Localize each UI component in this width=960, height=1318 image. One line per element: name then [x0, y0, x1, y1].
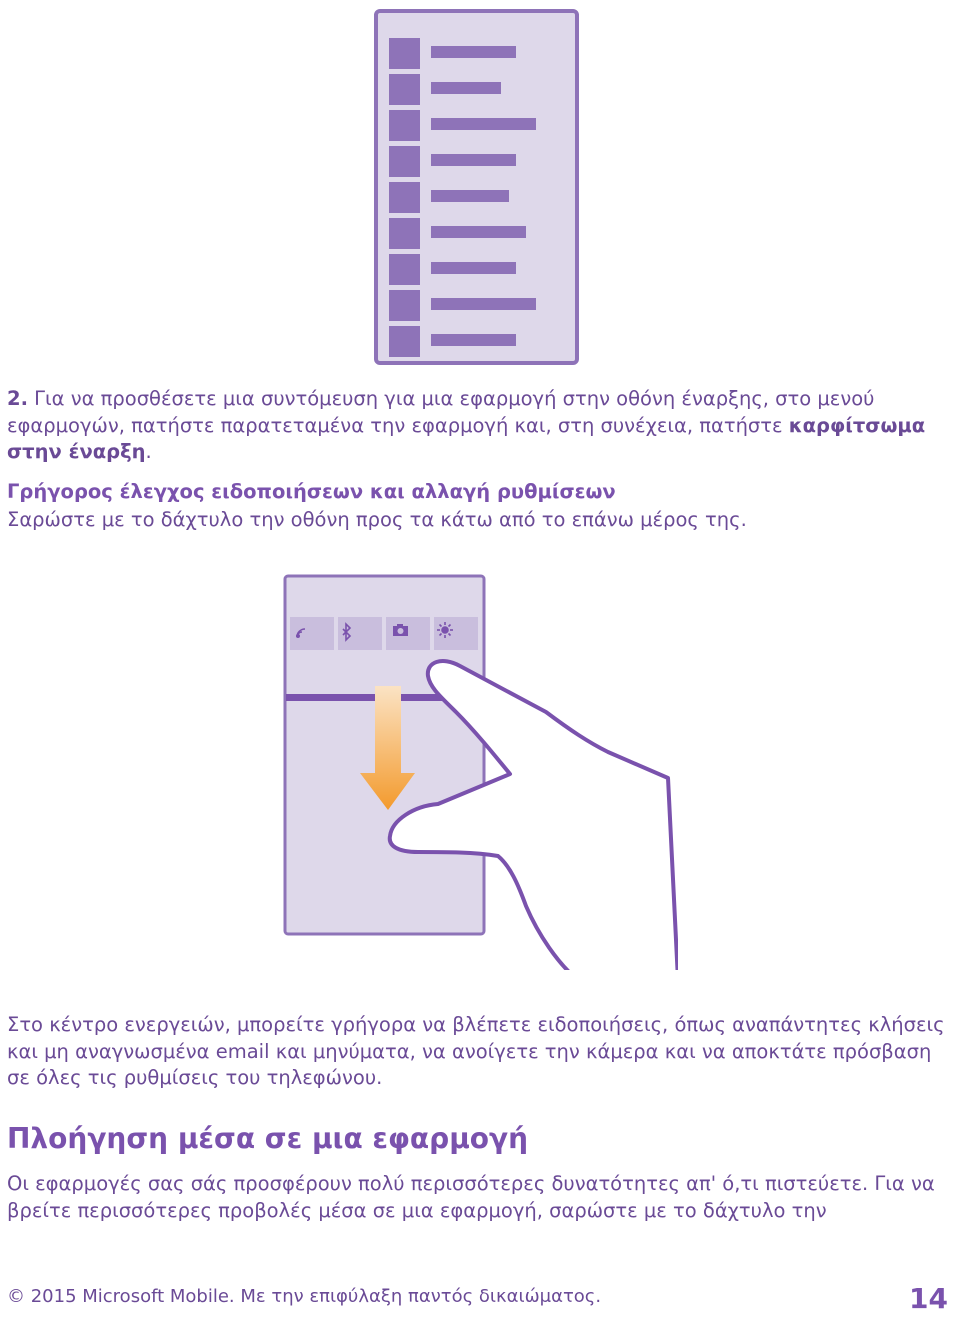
copyright-footer: © 2015 Microsoft Mobile. Με την επιφύλαξη παντός δικαιώματος.: [7, 1286, 602, 1307]
step-2-paragraph: [7, 386, 952, 466]
app-name-placeholder: [431, 226, 526, 238]
step-2-text: Για να προσθέσετε μια συντόμευση για μια εφαρμογή στην οθόνη έναρξης, στο μενού εφαρμογών, πατήστε παρατεταμένα την εφαρμογή και, στη συνέχεια, πατήστε: [7, 387, 875, 437]
action-center-swipe-illustration: [278, 570, 678, 970]
app-name-placeholder: [431, 154, 516, 166]
action-center-description: Στο κέντρο ενεργειών, μπορείτε γρήγορα να βλέπετε ειδοποιήσεις, όπως αναπάντητες κλήσεις και μη αναγνωσμένα email και μηνύματα, να ανοίγετε την κάμερα και να αποκτάτε πρόσβαση σε όλες τις ρυθμίσεις του τηλεφώνου.: [7, 1013, 945, 1089]
app-name-placeholder: [431, 118, 536, 130]
app-tile: [389, 182, 420, 213]
navigation-description: Οι εφαρμογές σας σάς προσφέρουν πολύ περισσότερες δυνατότητες απ' ό,τι πιστεύετε. Για να βρείτε περισσότερες προβολές μέσα σε μια εφαρμογή, σαρώστε με το δάχτυλο την: [7, 1172, 935, 1222]
app-name-placeholder: [431, 298, 536, 310]
pin-to-start-command: καρφίτσωμα στην έναρξη: [7, 413, 926, 463]
step-number: 2.: [7, 387, 28, 410]
step-2-end: .: [145, 440, 152, 463]
app-tile: [389, 290, 420, 321]
app-tile: [389, 218, 420, 249]
app-tile: [389, 146, 420, 177]
app-tile: [389, 38, 420, 69]
app-name-placeholder: [431, 190, 509, 202]
app-name-placeholder: [431, 82, 501, 94]
navigation-heading: Πλοήγηση μέσα σε μια εφαρμογή: [7, 1122, 529, 1155]
app-tile: [389, 326, 420, 357]
app-tile: [389, 74, 420, 105]
notifications-instruction: Σαρώστε με το δάχτυλο την οθόνη προς τα κάτω από το επάνω μέρος της.: [7, 508, 747, 531]
page-number: 14: [909, 1282, 948, 1315]
notifications-heading: Γρήγορος έλεγχος ειδοποιήσεων και αλλαγή ρυθμίσεων: [7, 480, 616, 503]
app-tile: [389, 254, 420, 285]
app-tile: [389, 110, 420, 141]
app-list-phone-illustration: [370, 6, 584, 368]
app-name-placeholder: [431, 46, 516, 58]
app-name-placeholder: [431, 334, 516, 346]
app-name-placeholder: [431, 262, 516, 274]
